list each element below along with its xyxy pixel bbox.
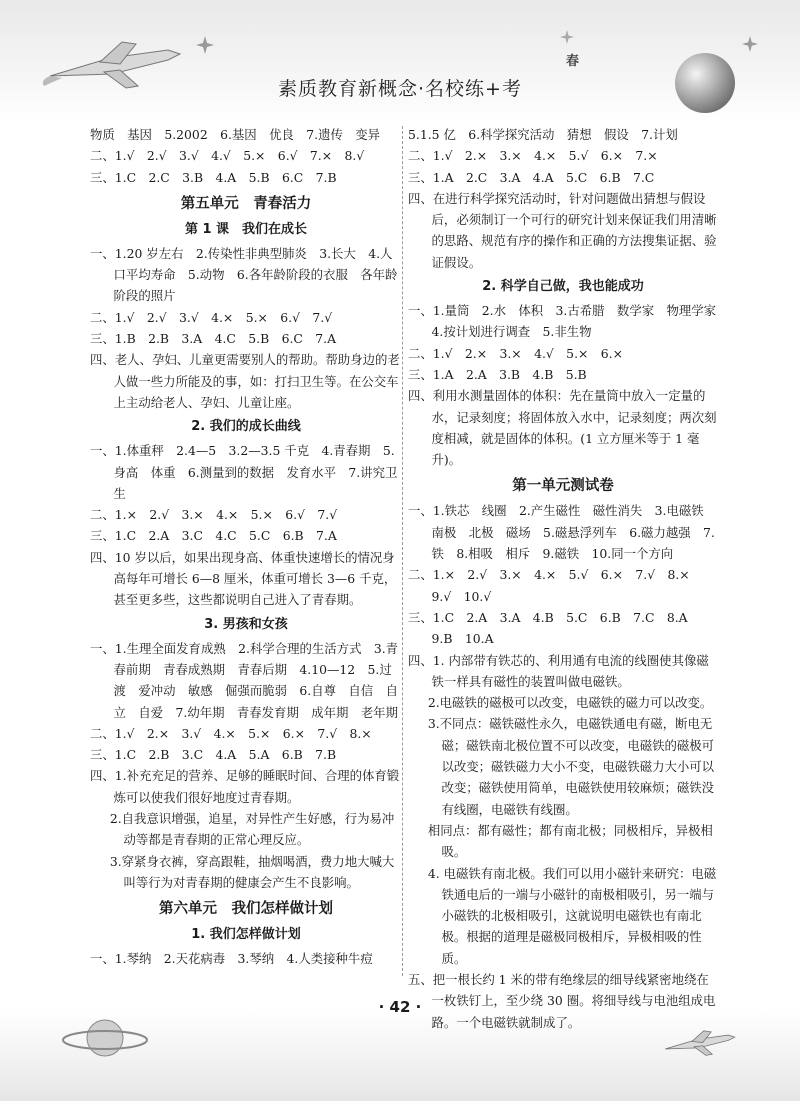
answer-subitem: 相同点：都有磁性；都有南北极；同极相斥，异极相吸。 — [427, 822, 713, 860]
page-number: · 42 · — [378, 998, 422, 1016]
answer-line: 四、在进行科学探究活动时，针对问题做出猜想与假设后，必须制订一个可行的研究计划来保证我们用清晰的思路、规范有序的操作和正确的方法搜集证据、验证假设。 — [408, 190, 717, 270]
answer-line: 五、把一根长约 1 米的带有绝缘层的细导线紧密地绕在一枚铁钉上，至少绕 30 圈。将细导线与电池组成电路。一个电磁铁就制成了。 — [408, 971, 716, 1030]
unit-heading: 第六单元 我们怎样做计划 — [159, 901, 333, 918]
left-column — [90, 124, 402, 970]
answer-line: 一、1.量筒 2.水 体积 3.古希腊 数学家 物理学家 4.按计划进行调查 5.非生物 — [408, 303, 729, 340]
answer-line: 二、1.√ 2.× 3.√ 4.× 5.× 6.× 7.√ 8.× — [90, 725, 372, 741]
answer-line: 四、10 岁以后，如果出现身高、体重快速增长的情况身高每年可增长 6—8 厘米，体重可增长 3—6 千克，甚至更多些，这些都说明自己进入了青春期。 — [90, 549, 397, 608]
lesson-heading: 2. 科学自己做，我也能成功 — [482, 279, 644, 295]
column-divider — [402, 126, 403, 976]
saturn-icon — [60, 1010, 150, 1066]
answer-subitem: 2.电磁铁的磁极可以改变，电磁铁的磁力可以改变。 — [427, 695, 713, 711]
answer-line: 四、1.补充充足的营养、足够的睡眠时间、合理的体育锻炼可以使我们很好地度过青春期。 — [90, 768, 400, 805]
answer-line: 三、1.C 2.C 3.B 4.A 5.B 6.C 7.B — [90, 169, 337, 185]
lesson-heading: 3. 男孩和女孩 — [204, 616, 288, 632]
answer-line: 二、1.√ 2.× 3.× 4.× 5.√ 6.× 7.× — [408, 148, 658, 164]
sparkle-icon — [196, 36, 214, 54]
lesson-heading: 1. 我们怎样做计划 — [191, 927, 301, 943]
answer-line: 三、1.C 2.A 3.C 4.C 5.C 6.B 7.A — [90, 528, 337, 544]
lesson-heading: 第 1 课 我们在成长 — [184, 221, 308, 237]
answer-subitem: 3.不同点：磁铁磁性永久，电磁铁通电有磁，断电无磁；磁铁南北极位置不可以改变，电磁铁的磁极可以改变；磁铁磁力大小不变，电磁铁磁力大小可以改变；磁铁使用简单，电磁铁使用较麻烦；磁铁没有线圈，电磁铁有线圈。 — [427, 716, 715, 817]
answer-line: 四、1. 内部带有铁芯的、利用通有电流的线圈使其像磁铁一样具有磁性的装置叫做电磁铁。 — [408, 652, 709, 689]
answer-line: 三、1.C 2.B 3.C 4.A 5.A 6.B 7.B — [90, 747, 337, 763]
answer-line: 三、1.C 2.A 3.A 4.B 5.C 6.B 7.C 8.A 9.B 10.A — [408, 609, 700, 647]
answer-subitem: 2.自我意识增强，追星，对异性产生好感，行为易冲动等都是青春期的正常心理反应。 — [109, 811, 395, 848]
page-title: 素质教育新概念·名校练+考 — [278, 78, 522, 100]
answer-line: 5.1.5 亿 6.科学探究活动 猜想 假设 7.计划 — [408, 127, 678, 142]
answer-line: 三、1.A 2.C 3.A 4.A 5.C 6.B 7.C — [408, 169, 655, 185]
answer-line: 三、1.B 2.B 3.A 4.C 5.B 6.C 7.A — [90, 331, 337, 347]
answer-line: 物质 基因 5.2002 6.基因 优良 7.遗传 变异 — [90, 127, 381, 142]
sparkle-icon — [742, 36, 758, 52]
answer-line: 一、1.琴纳 2.天花病毒 3.琴纳 4.人类接种牛痘 — [90, 951, 373, 967]
answer-line: 一、1.20 岁左右 2.传染性非典型肺炎 3.长大 4.人口平均寿命 5.动物 6.各年龄阶段的衣服 各年龄阶段的照片 — [90, 245, 398, 304]
answer-line: 二、1.× 2.√ 3.× 4.× 5.√ 6.× 7.√ 8.× 9.√ 10.√ — [408, 567, 703, 604]
answer-line: 一、1.体重秤 2.4—5 3.2—3.5 千克 4.青春期 5.身高 体重 6.测量到的数据 发育水平 7.讲究卫生 — [90, 443, 398, 501]
lesson-heading: 2. 我们的成长曲线 — [191, 419, 301, 435]
unit-heading: 第五单元 青春活力 — [180, 195, 312, 212]
answer-line: 四、利用水测量固体的体积：先在量筒中放入一定量的水，记录刻度；将固体放入水中，记录刻度；两次刻度相减，就是固体的体积。(1 立方厘米等于 1 毫升)。 — [408, 388, 717, 468]
answer-line: 二、1.√ 2.√ 3.√ 4.√ 5.× 6.√ 7.× 8.√ — [90, 148, 365, 164]
season-tag: 春 — [566, 54, 580, 69]
answer-line: 四、老人、孕妇、儿童更需要别人的帮助。帮助身边的老人做一些力所能及的事，如：打扫卫生等。在公交车上主动给老人、孕妇、儿童让座。 — [90, 352, 400, 410]
unit-heading: 第一单元测试卷 — [512, 478, 614, 495]
sparkle-icon — [560, 30, 574, 44]
answer-line: 二、1.√ 2.√ 3.√ 4.× 5.× 6.√ 7.√ — [90, 309, 333, 325]
answer-line: 二、1.√ 2.× 3.× 4.√ 5.× 6.× — [408, 345, 623, 361]
answer-line: 一、1.铁芯 线圈 2.产生磁性 磁性消失 3.电磁铁 南极 北极 磁场 5.磁悬浮列车 6.磁力越强 7.铁 8.相吸 相斥 9.磁铁 10.同一个方向 — [408, 503, 717, 562]
space-shuttle-icon — [660, 1020, 740, 1064]
answer-subitem: 3.穿紧身衣裤，穿高跟鞋，抽烟喝酒，费力地大喊大叫等行为对青春期的健康会产生不良影响。 — [109, 853, 395, 890]
answer-line: 一、1.生理全面发育成熟 2.科学合理的生活方式 3.青春前期 青春成熟期 青春后期 4.10—12 5.过渡 爱冲动 敏感 倔强而脆弱 6.自尊 自信 自立 自爱 7.幼年期 青春发育期 成年期 老年期 — [90, 640, 399, 720]
answer-subitem: 4. 电磁铁有南北极。我们可以用小磁针来研究：电磁铁通电后的一端与小磁针的南极相吸引，另一端与小磁铁的北极相吸引，这就说明电磁铁也有南北极。根据的道理是磁极同极相斥，异极相吸的性质。 — [427, 865, 717, 966]
right-column — [408, 124, 729, 1033]
answer-line: 二、1.× 2.√ 3.× 4.× 5.× 6.√ 7.√ — [90, 507, 338, 523]
answer-line: 三、1.A 2.A 3.B 4.B 5.B — [408, 366, 587, 382]
